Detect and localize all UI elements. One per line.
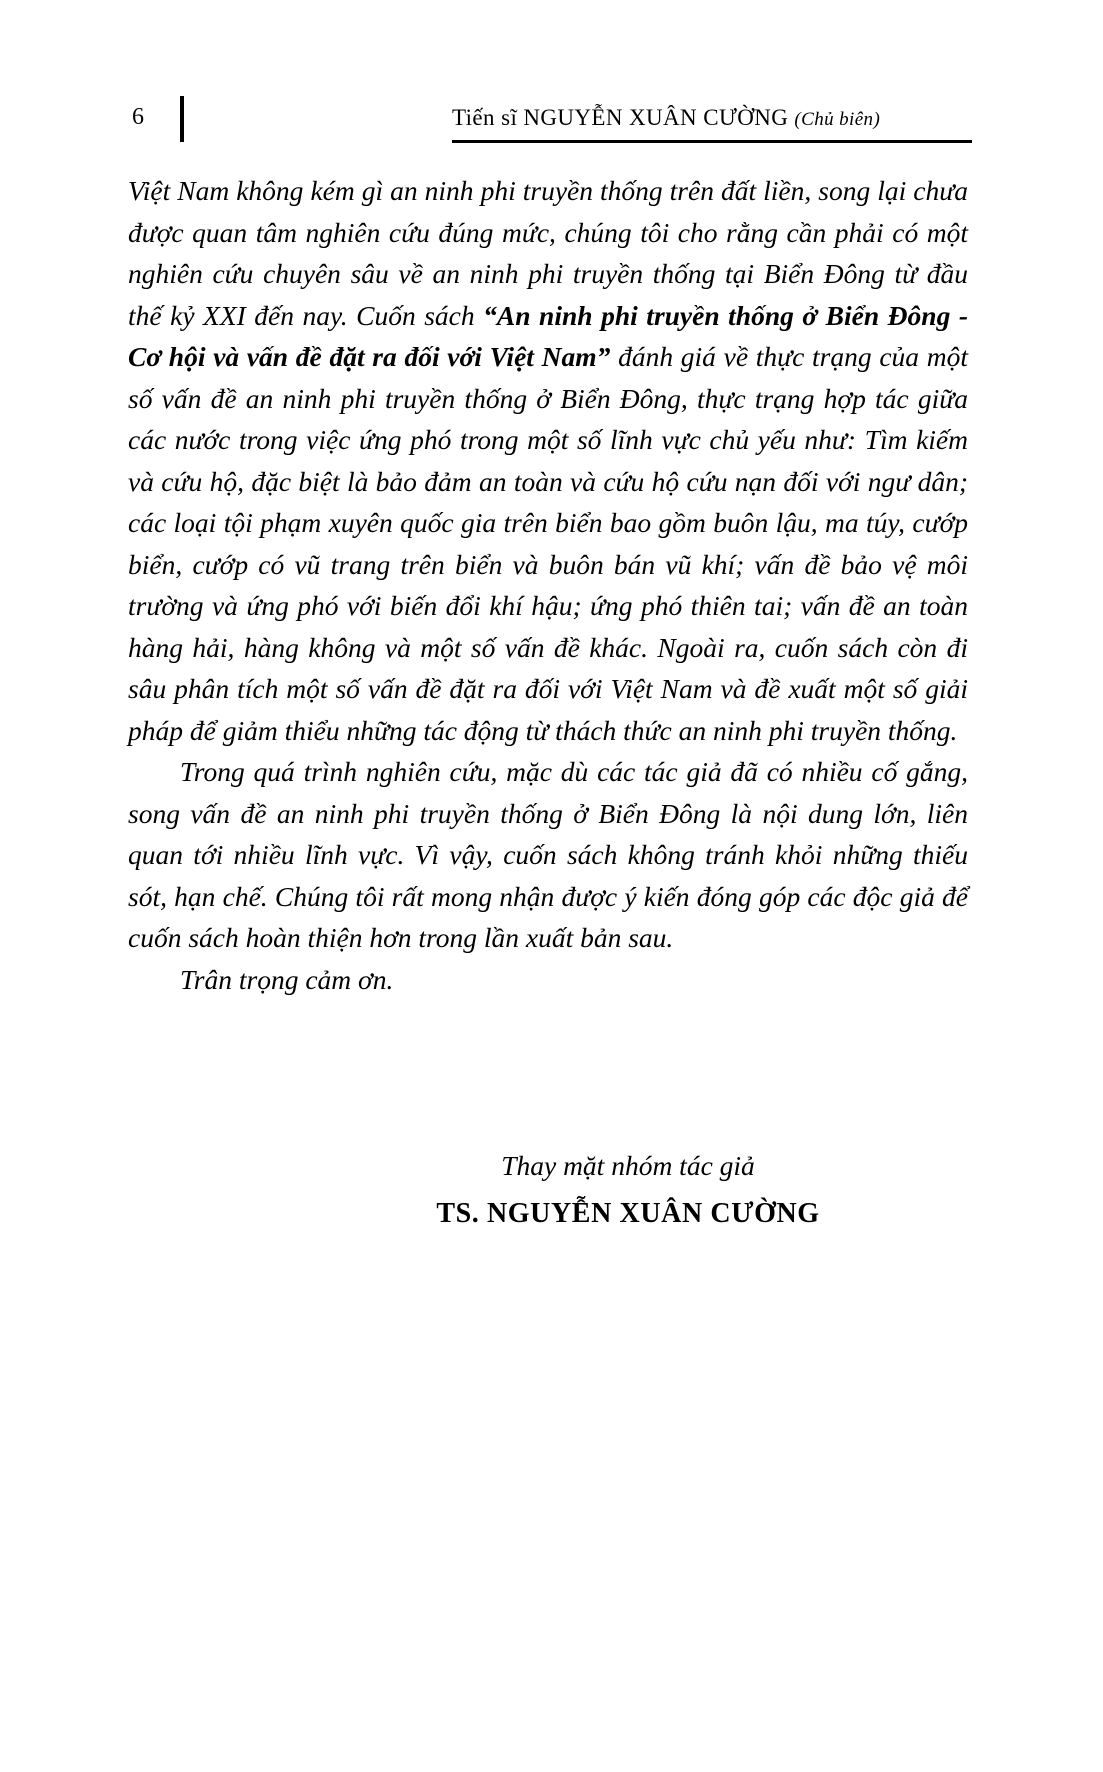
header-title-editor-note: (Chủ biên) xyxy=(794,109,881,130)
paragraph-1-tail: đánh giá về thực trạng của một số vấn đề an ninh phi truyền thống ở Biển Đông, thực trạng hợp tác giữa các nước trong việc ứng phó trong một số lĩnh vực chủ yếu như: Tìm kiếm và cứu hộ, đặc biệt là bảo đảm an toàn và cứu hộ cứu nạn đối với ngư dân; các loại tội phạm xuyên quốc gia trên biển bao gồm buôn lậu, ma túy, cướp biển, cướp có vũ trang trên biển và buôn bán vũ khí; vấn đề bảo vệ môi trường và ứng phó với biến đổi khí hậu; ứng phó thiên tai; vấn đề an toàn hàng hải, hàng không và một số vấn đề khác. Ngoài ra, cuốn sách còn đi sâu phân tích một số vấn đề đặt ra đối với Việt Nam và đề xuất một số giải pháp để giảm thiểu những tác động từ thách thức an ninh phi truyền thống. xyxy=(128,341,968,746)
header-title-main: Tiến sĩ NGUYỄN XUÂN CƯỜNG xyxy=(452,105,789,130)
header-horizontal-rule xyxy=(452,140,972,143)
header-title xyxy=(452,104,880,134)
paragraph-2: Trong quá trình nghiên cứu, mặc dù các tác giả đã có nhiều cố gắng, song vấn đề an ninh phi truyền thống ở Biển Đông là nội dung lớn, liên quan tới nhiều lĩnh vực. Vì vậy, cuốn sách không tránh khỏi những thiếu sót, hạn chế. Chúng tôi rất mong nhận được ý kiến đóng góp các độc giả để cuốn sách hoàn thiện hơn trong lần xuất bản sau. xyxy=(128,756,968,953)
signature-block xyxy=(128,1145,968,1235)
signature-role: Thay mặt nhóm tác giả xyxy=(501,1150,755,1181)
paragraph-3: Trân trọng cảm ơn. xyxy=(180,963,394,995)
paragraph-1-lead: Việt Nam không kém gì an ninh phi truyền thống trên đất liền, song lại chưa được quan tâm nghiên cứu đúng mức, chúng tôi cho rằng cần phải có một nghiên cứu chuyên sâu về an ninh phi truyền thống tại Biển Đông từ đầu thế kỷ XXI đến nay. Cuốn sách xyxy=(128,175,968,331)
signature-name: TS. NGUYỄN XUÂN CƯỜNG xyxy=(436,1198,820,1229)
book-title: “An ninh phi truyền thống ở Biển Đông - Cơ hội và vấn đề đặt ra đối với Việt Nam” xyxy=(128,299,969,372)
body-content xyxy=(128,170,968,1000)
header-vertical-rule xyxy=(180,96,184,142)
paragraph-1 xyxy=(128,170,968,751)
running-head xyxy=(132,96,972,144)
page-number: 6 xyxy=(132,104,144,130)
